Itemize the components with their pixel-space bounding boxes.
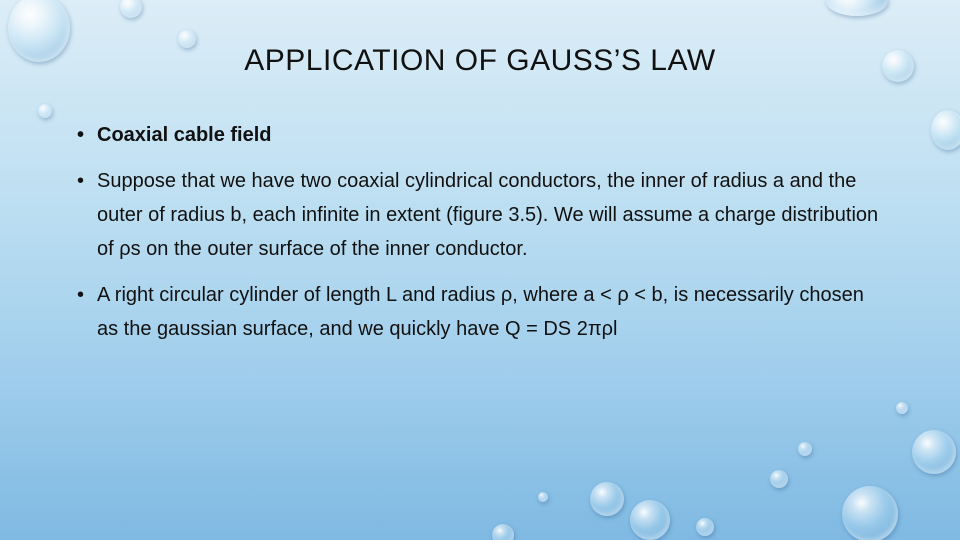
water-drop [630,500,670,540]
bullet-symbol: • [77,170,85,192]
bullet-item [77,278,887,346]
bullet-symbol: • [77,124,85,146]
bullet-text: Coaxial cable field [97,124,272,146]
bullet-text: Suppose that we have two coaxial cylindrical conductors, the inner of radius a and the outer of radius b, each infinite in extent (figure 3.5). We will assume a charge distribution of ρs on the outer surface of the inner conductor. [97,170,879,260]
slide-title: APPLICATION OF GAUSS’S LAW [244,44,716,77]
water-drop [770,470,788,488]
water-drop [826,0,888,16]
water-drop [798,442,812,456]
water-drop [896,402,908,414]
bullet-list [77,118,887,358]
bullet-text: A right circular cylinder of length L and radius ρ, where a < ρ < b, is necessarily chosen as the gaussian surface, and we quickly have Q = DS 2πρl [97,284,864,340]
water-drop [538,492,548,502]
water-drop [492,524,514,540]
water-drop [38,104,52,118]
water-drop [590,482,624,516]
water-drop [912,430,956,474]
water-drop [696,518,714,536]
bullet-symbol: • [77,284,85,306]
water-drop [931,110,960,150]
bullet-item [77,164,887,266]
water-drop [842,486,898,540]
water-drop [120,0,142,18]
bullet-item [77,118,887,152]
